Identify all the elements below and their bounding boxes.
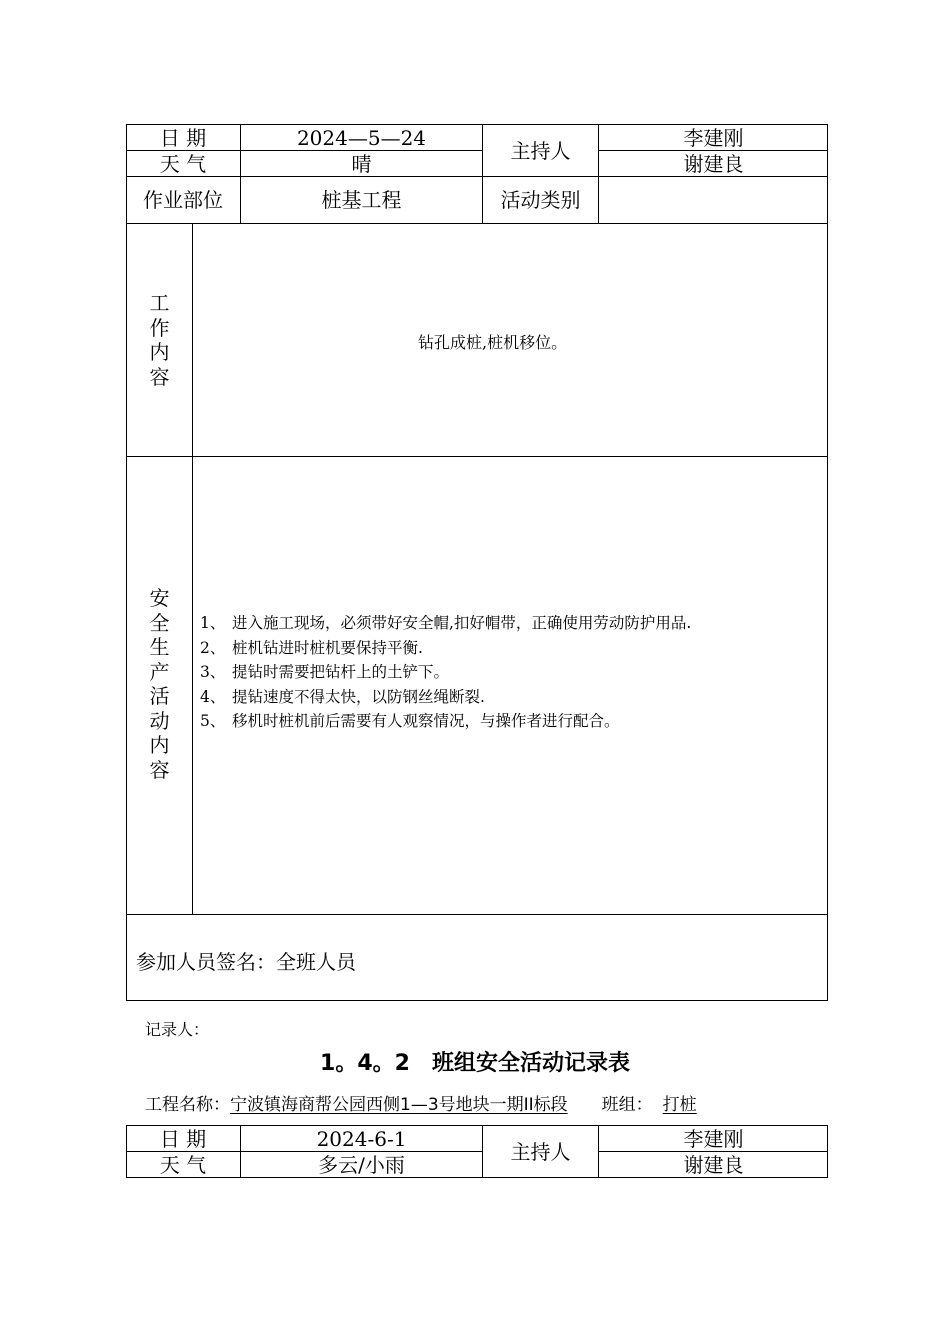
host-name-1: 李建刚 bbox=[683, 1126, 744, 1151]
list-item bbox=[200, 611, 820, 636]
work-content-label bbox=[127, 224, 192, 456]
list-item bbox=[200, 685, 820, 710]
list-item bbox=[200, 709, 820, 734]
host-name-1: 李建刚 bbox=[683, 125, 744, 150]
date-value: 2024-6-1 bbox=[316, 1126, 407, 1151]
list-item-number: 2、 bbox=[200, 638, 226, 657]
host-label: 主持人 bbox=[510, 1139, 571, 1164]
host-name-2: 谢建良 bbox=[683, 151, 744, 176]
host-label: 主持人 bbox=[510, 138, 571, 163]
project-label: 工程名称： bbox=[145, 1095, 230, 1115]
list-item-text: 提钻速度不得太快，以防钢丝绳断裂. bbox=[232, 687, 485, 706]
safety-label-char: 全 bbox=[149, 610, 170, 635]
date-label: 日 期 bbox=[159, 125, 207, 150]
page-title: 1。4。2 班组安全活动记录表 bbox=[320, 1051, 630, 1076]
table-1-rule bbox=[126, 914, 828, 915]
date-label: 日 期 bbox=[159, 1126, 207, 1151]
table-1-rule bbox=[192, 223, 193, 914]
list-item-number: 4、 bbox=[200, 687, 226, 706]
participants-label: 参加人员签名： bbox=[136, 950, 276, 974]
list-item-number: 1、 bbox=[200, 614, 226, 632]
work-content-label-char: 工 bbox=[149, 291, 170, 315]
weather-value: 多云/小雨 bbox=[318, 1152, 405, 1177]
safety-label-char: 安 bbox=[149, 586, 170, 610]
safety-label-char: 活 bbox=[149, 684, 170, 708]
list-item bbox=[200, 660, 820, 685]
table-1-border bbox=[126, 124, 828, 1001]
weather-label: 天 气 bbox=[159, 1152, 207, 1177]
work-content-label-char: 容 bbox=[149, 364, 170, 389]
location-value: 桩基工程 bbox=[321, 188, 402, 212]
safety-items-list bbox=[200, 611, 820, 734]
activity-type-value bbox=[599, 177, 828, 223]
safety-label-char: 容 bbox=[149, 757, 170, 782]
list-item-number: 3、 bbox=[200, 663, 226, 681]
list-item-text: 移机时桩机前后需要有人观察情况，与操作者进行配合。 bbox=[232, 712, 620, 730]
table-1-rule bbox=[126, 223, 828, 224]
recorder-label: 记录人： bbox=[145, 1020, 210, 1039]
project-name: 宁波镇海商帮公园西侧1—3号地块一期II标段 bbox=[230, 1095, 568, 1115]
safety-label-char: 产 bbox=[149, 659, 170, 684]
project-line bbox=[145, 1090, 697, 1115]
participants-value: 全班人员 bbox=[276, 950, 356, 974]
work-content-value: 钻孔成桩,桩机移位。 bbox=[418, 333, 568, 352]
safety-label-char: 生 bbox=[149, 635, 170, 659]
team-value: 打桩 bbox=[662, 1095, 697, 1115]
weather-value: 晴 bbox=[351, 151, 372, 176]
work-content-label-char: 内 bbox=[149, 340, 170, 364]
weather-label: 天 气 bbox=[159, 151, 207, 176]
list-item-text: 桩机钻进时桩机要保持平衡. bbox=[232, 638, 423, 657]
list-item bbox=[200, 636, 820, 661]
date-value: 2024—5—24 bbox=[296, 125, 427, 150]
work-content-label-char: 作 bbox=[149, 315, 170, 340]
participants-signature bbox=[136, 946, 356, 975]
safety-label-char: 动 bbox=[149, 708, 170, 733]
host-name-2: 谢建良 bbox=[683, 1152, 744, 1177]
activity-type-label: 活动类别 bbox=[500, 188, 581, 212]
list-item-text: 提钻时需要把钻杆上的土铲下。 bbox=[232, 663, 450, 681]
list-item-text: 进入施工现场，必须带好安全帽,扣好帽带，正确使用劳动防护用品. bbox=[232, 614, 692, 632]
safety-content-label bbox=[127, 584, 192, 784]
team-label: 班组： bbox=[601, 1095, 653, 1115]
table-1-rule bbox=[126, 456, 828, 457]
safety-label-char: 内 bbox=[149, 733, 170, 757]
location-label: 作业部位 bbox=[143, 188, 223, 212]
list-item-number: 5、 bbox=[200, 712, 226, 730]
